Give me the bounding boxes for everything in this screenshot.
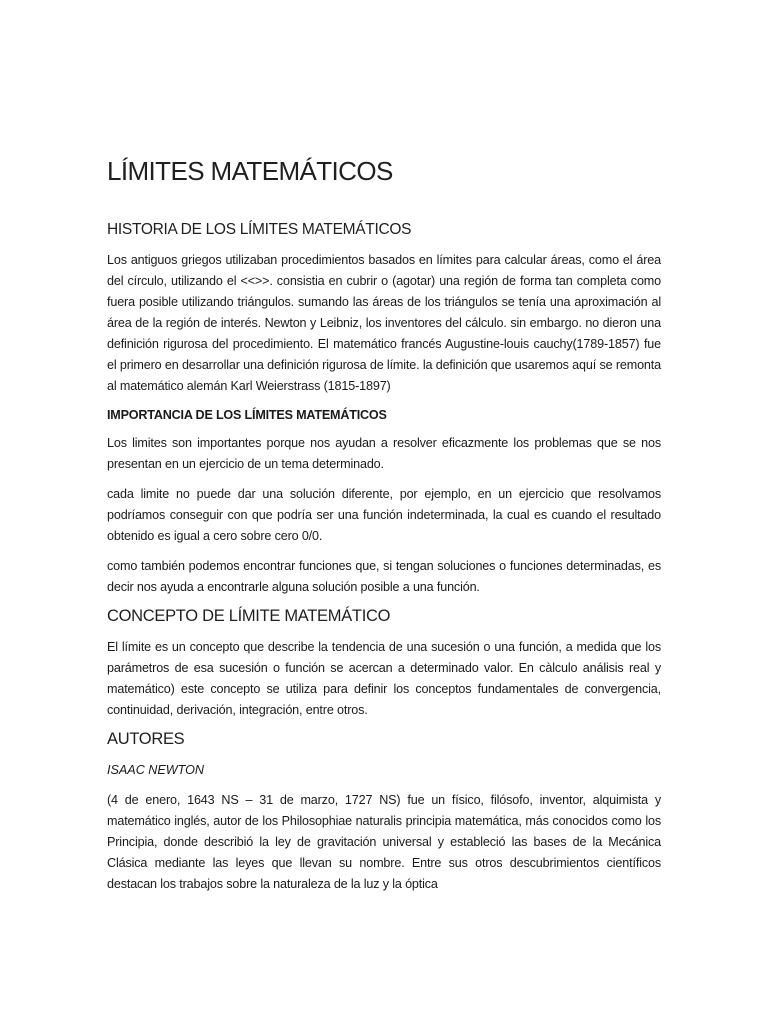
paragraph-historia: Los antiguos griegos utilizaban procedimientos basados en límites para calcular áreas, como el área del círculo, utilizando el <<>>. consistia en cubrir o (agotar) una región de forma tan completa como fuera posible utilizando triángulos. sumando las áreas de los triángulos se tenía una aproximación al área de la región de interés. Newton y Leibniz, los inventores del cálculo. sin embargo. no dieron una definición rigurosa del procedimiento. El matemático francés Augustine-louis cauchy(1789-1857) fue el primero en desarrollar una definición rigurosa de límite. la definición que usaremos aquí se remonta al matemático alemán Karl Weierstrass (1815-1897) bbox=[107, 253, 661, 393]
paragraph-importancia-1: Los limites son importantes porque nos ayudan a resolver eficazmente los problemas que se nos presentan en un ejercicio de un tema determinado. bbox=[107, 436, 661, 471]
paragraph-autor: (4 de enero, 1643 NS – 31 de marzo, 1727 NS) fue un físico, filósofo, inventor, alquimista y matemático inglés, autor de los Philosophiae naturalis principia matemática, más conocidos como los Principia, donde describió la ley de gravitación universal y estableció las bases de la Mecánica Clásica mediante las leyes que llevan su nombre. Entre sus otros descubrimientos científicos destacan los trabajos sobre la naturaleza de la luz y la óptica bbox=[107, 793, 661, 891]
paragraph-importancia-2: cada limite no puede dar una solución diferente, por ejemplo, en un ejercicio que resolvamos podríamos conseguir con que podría ser una función indeterminada, la cual es cuando el resultado obtenido es igual a cero sobre cero 0/0. bbox=[107, 487, 661, 543]
document-body bbox=[107, 221, 661, 904]
document-title: LÍMITES MATEMÁTICOS bbox=[107, 156, 393, 186]
paragraph-importancia-3: como también podemos encontrar funciones que, si tengan soluciones o funciones determinadas, es decir nos ayuda a encontrarle alguna solución posible a una función. bbox=[107, 559, 661, 594]
heading-autores: AUTORES bbox=[107, 730, 185, 748]
heading-importancia: IMPORTANCIA DE LOS LÍMITES MATEMÁTICOS bbox=[107, 408, 387, 422]
heading-historia: HISTORIA DE LOS LÍMITES MATEMÁTICOS bbox=[107, 221, 412, 238]
heading-concepto: CONCEPTO DE LÍMITE MATEMÁTICO bbox=[107, 607, 391, 625]
author-name: ISAAC NEWTON bbox=[107, 763, 205, 777]
paragraph-concepto: El límite es un concepto que describe la tendencia de una sucesión o una función, a medida que los parámetros de esa sucesión o función se acercan a determinado valor. En càlculo análisis real y matemático) este concepto se utiliza para definir los conceptos fundamentales de convergencia, continuidad, derivación, integración, entre otros. bbox=[107, 640, 661, 717]
